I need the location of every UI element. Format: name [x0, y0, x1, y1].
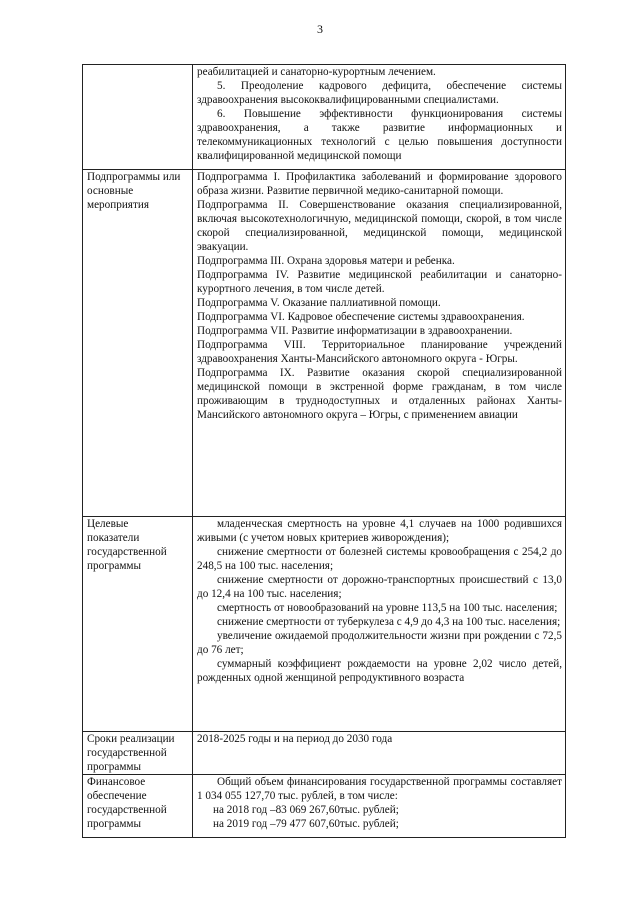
paragraph: 6. Повышение эффективности функционирования системы здравоохранения, а также развитие информационных и телекоммуникационных технологий с целью повышения доступности квалифицированной медицинской помощи [197, 108, 562, 162]
finance-total: Общий объем финансирования государственной программы составляет 1 034 055 127,70 тыс. рублей, в том числе: [197, 776, 562, 802]
row-content-targets [193, 517, 566, 732]
subprogram-item: Подпрограмма VIII. Территориальное планирование учреждений здравоохранения Ханты-Мансийского автономного округа - Югры. [197, 339, 562, 365]
finance-year: на 2018 год –83 069 267,60тыс. рублей; [213, 804, 399, 816]
subprogram-item: Подпрограмма VII. Развитие информатизации в здравоохранении. [197, 325, 513, 337]
table-row-term [83, 732, 566, 775]
target-indicator: увеличение ожидаемой продолжительности жизни при рождении с 72,5 до 76 лет; [197, 630, 562, 656]
paragraph: реабилитацией и санаторно-курортным лечением. [197, 66, 436, 78]
subprogram-item: Подпрограмма IX. Развитие оказания скорой специализированной медицинской помощи в экстренной форме гражданам, в том числе проживающим в труднодоступных и отдаленных районах Ханты-Мансийского автономного округа – Югры, с применением авиации [197, 367, 562, 421]
target-indicator: снижение смертности от болезней системы кровообращения с 254,2 до 248,5 на 100 тыс. населения; [197, 546, 562, 572]
table-row-finance [83, 775, 566, 838]
subprogram-item: Подпрограмма V. Оказание паллиативной помощи. [197, 297, 441, 309]
target-indicator: снижение смертности от туберкулеза с 4,9 до 4,3 на 100 тыс. населения; [217, 616, 561, 628]
table-row-targets [83, 517, 566, 732]
subprogram-item: Подпрограмма VI. Кадровое обеспечение системы здравоохранения. [197, 311, 525, 323]
row-label: Подпрограммы или основные мероприятия [87, 171, 181, 211]
finance-year: на 2019 год –79 477 607,60тыс. рублей; [213, 818, 399, 830]
target-indicator: смертность от новообразований на уровне 113,5 на 100 тыс. населения; [217, 602, 558, 614]
row-content-term [193, 732, 566, 775]
row-label: Целевые показатели государственной программы [87, 518, 167, 572]
passport-table [82, 64, 566, 838]
row-label-continuation [83, 65, 193, 170]
row-label-term [83, 732, 193, 775]
target-indicator: снижение смертности от дорожно-транспортных происшествий с 13,0 до 12,4 на 100 тыс. населения; [197, 574, 562, 600]
target-indicator: младенческая смертность на уровне 4,1 случаев на 1000 родившихся живыми (с учетом новых критериев живорождения); [197, 518, 562, 544]
table-row-subprograms [83, 170, 566, 517]
subprogram-item: Подпрограмма II. Совершенствование оказания специализированной, включая высокотехнологичную, медицинской помощи, скорой, в том числе скорой специализированной, медицинской помощи, медицинской эвакуации. [197, 199, 562, 253]
term-text: 2018-2025 годы и на период до 2030 года [197, 733, 393, 745]
row-label-finance [83, 775, 193, 838]
row-label: Финансовое обеспечение государственной программы [87, 776, 167, 830]
subprogram-item: Подпрограмма III. Охрана здоровья матери и ребенка. [197, 255, 455, 267]
table-row-continuation [83, 65, 566, 170]
subprogram-item: Подпрограмма I. Профилактика заболеваний и формирование здорового образа жизни. Развитие первичной медико-санитарной помощи. [197, 171, 562, 197]
subprogram-item: Подпрограмма IV. Развитие медицинской реабилитации и санаторно-курортного лечения, в том числе детей. [197, 269, 562, 295]
row-content-continuation [193, 65, 566, 170]
paragraph: 5. Преодоление кадрового дефицита, обеспечение системы здравоохранения высококвалифицированными специалистами. [197, 80, 562, 106]
row-label-subprograms [83, 170, 193, 517]
target-indicator: суммарный коэффициент рождаемости на уровне 2,02 число детей, рожденных одной женщиной репродуктивного возраста [197, 658, 562, 684]
row-content-finance [193, 775, 566, 838]
row-label: Сроки реализации государственной программы [87, 733, 175, 773]
row-label-targets [83, 517, 193, 732]
row-content-subprograms [193, 170, 566, 517]
page-number: 3 [317, 22, 323, 36]
